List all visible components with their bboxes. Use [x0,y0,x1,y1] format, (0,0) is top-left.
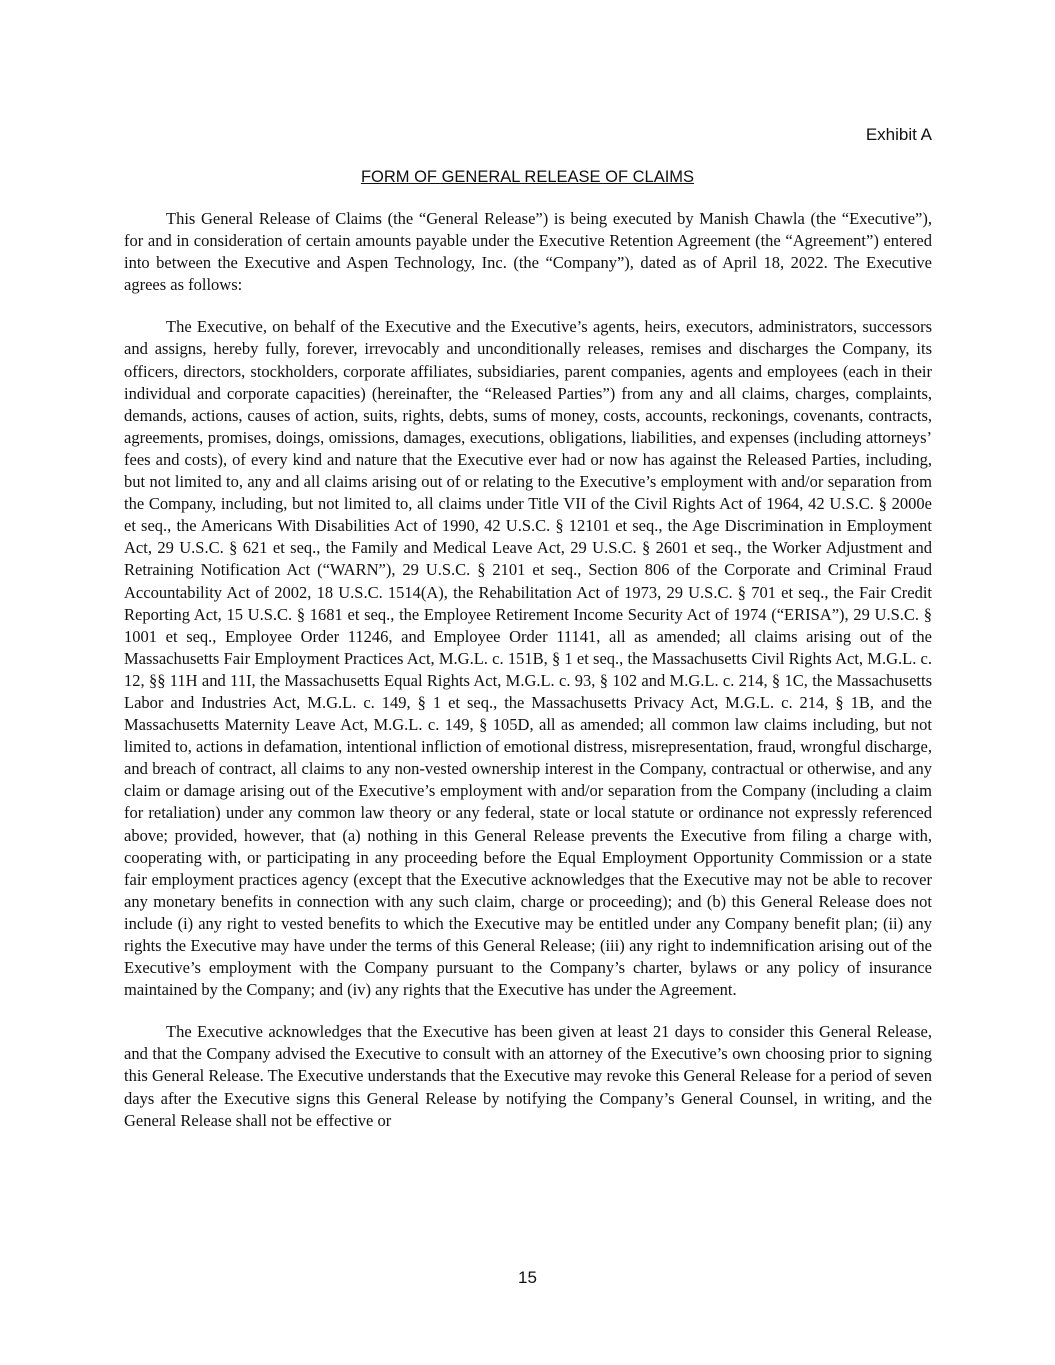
document-title-text: FORM OF GENERAL RELEASE OF CLAIMS [360,168,695,186]
paragraph-intro: This General Release of Claims (the “General Release”) is being executed by Manish Chawla (the “Executive”), for and in consideration of certain amounts payable under the Executive Retention Agreement (the “Agreement”) entered into between the Executive and Aspen Technology, Inc. (the “Company”), dated as of April 18, 2022. The Executive agrees as follows: [124,209,932,295]
paragraph-release: The Executive, on behalf of the Executive and the Executive’s agents, heirs, executors, administrators, successors and assigns, hereby fully, forever, irrevocably and unconditionally releases, remises and discharges the Company, its officers, directors, stockholders, corporate affiliates, subsidiaries, parent companies, agents and employees (each in their individual and corporate capacities) (hereinafter, the “Released Parties”) from any and all claims, charges, complaints, demands, actions, causes of action, suits, rights, debts, sums of money, costs, accounts, reckonings, covenants, contracts, agreements, promises, doings, omissions, damages, executions, obligations, liabilities, and expenses (including attorneys’ fees and costs), of every kind and nature that the Executive ever had or now has against the Released Parties, including, but not limited to, any and all claims arising out of or relating to the Executive’s employment with and/or separation from the Company, including, but not limited to, all claims under Title VII of the Civil Rights Act of 1964, 42 U.S.C. § 2000e et seq., the Americans With Disabilities Act of 1990, 42 U.S.C. § 12101 et seq., the Age Discrimination in Employment Act, 29 U.S.C. § 621 et seq., the Family and Medical Leave Act, 29 U.S.C. § 2601 et seq., the Worker Adjustment and Retraining Notification Act (“WARN”), 29 U.S.C. § 2101 et seq., Section 806 of the Corporate and Criminal Fraud Accountability Act of 2002, 18 U.S.C. 1514(A), the Rehabilitation Act of 1973, 29 U.S.C. § 701 et seq., the Fair Credit Reporting Act, 15 U.S.C. § 1681 et seq., the Employee Retirement Income Security Act of 1974 (“ERISA”), 29 U.S.C. § 1001 et seq., Employee Order 11246, and Employee Order 11141, all as amended; all claims arising out of the Massachusetts Fair Employment Practices Act, M.G.L. c. 151B, § 1 et seq., the Massachusetts Civil Rights Act, M.G.L. c. 12, §§ 11H and 11I, the Massachusetts Equal Rights Act, M.G.L. c. 93, § 102 and M.G.L. c. 214, § 1C, the Massachusetts Labor and Industries Act, M.G.L. c. 149, § 1 et seq., the Massachusetts Privacy Act, M.G.L. c. 214, § 1B, and the Massachusetts Maternity Leave Act, M.G.L. c. 149, § 105D, all as amended; all common law claims including, but not limited to, actions in defamation, intentional infliction of emotional distress, misrepresentation, fraud, wrongful discharge, and breach of contract, all claims to any non-vested ownership interest in the Company, contractual or otherwise, and any claim or damage arising out of the Executive’s employment with and/or separation from the Company (including a claim for retaliation) under any common law theory or any federal, state or local statute or ordinance not expressly referenced above; provided, however, that (a) nothing in this General Release prevents the Executive from filing a charge with, cooperating with, or participating in any proceeding before the Equal Employment Opportunity Commission or a state fair employment practices agency (except that the Executive acknowledges that the Executive may not be able to recover any monetary benefits in connection with any such claim, charge or proceeding); and (b) this General Release does not include (i) any right to vested benefits to which the Executive may be entitled under any Company benefit plan; (ii) any rights the Executive may have under the terms of this General Release; (iii) any right to indemnification arising out of the Executive’s employment with the Company pursuant to the Company’s charter, bylaws or any policy of insurance maintained by the Company; and (iv) any rights that the Executive has under the Agreement. [124,317,932,1000]
paragraph-acknowledgement: The Executive acknowledges that the Executive has been given at least 21 days to consider this General Release, and that the Company advised the Executive to consult with an attorney of the Executive’s own choosing prior to signing this General Release. The Executive understands that the Executive may revoke this General Release for a period of seven days after the Executive signs this General Release by notifying the Company’s General Counsel, in writing, and the General Release shall not be effective or [124,1022,932,1130]
page-number: 15 [518,1268,537,1287]
document-body [124,208,932,1152]
exhibit-label: Exhibit A [865,125,932,144]
document-title [0,168,1055,187]
